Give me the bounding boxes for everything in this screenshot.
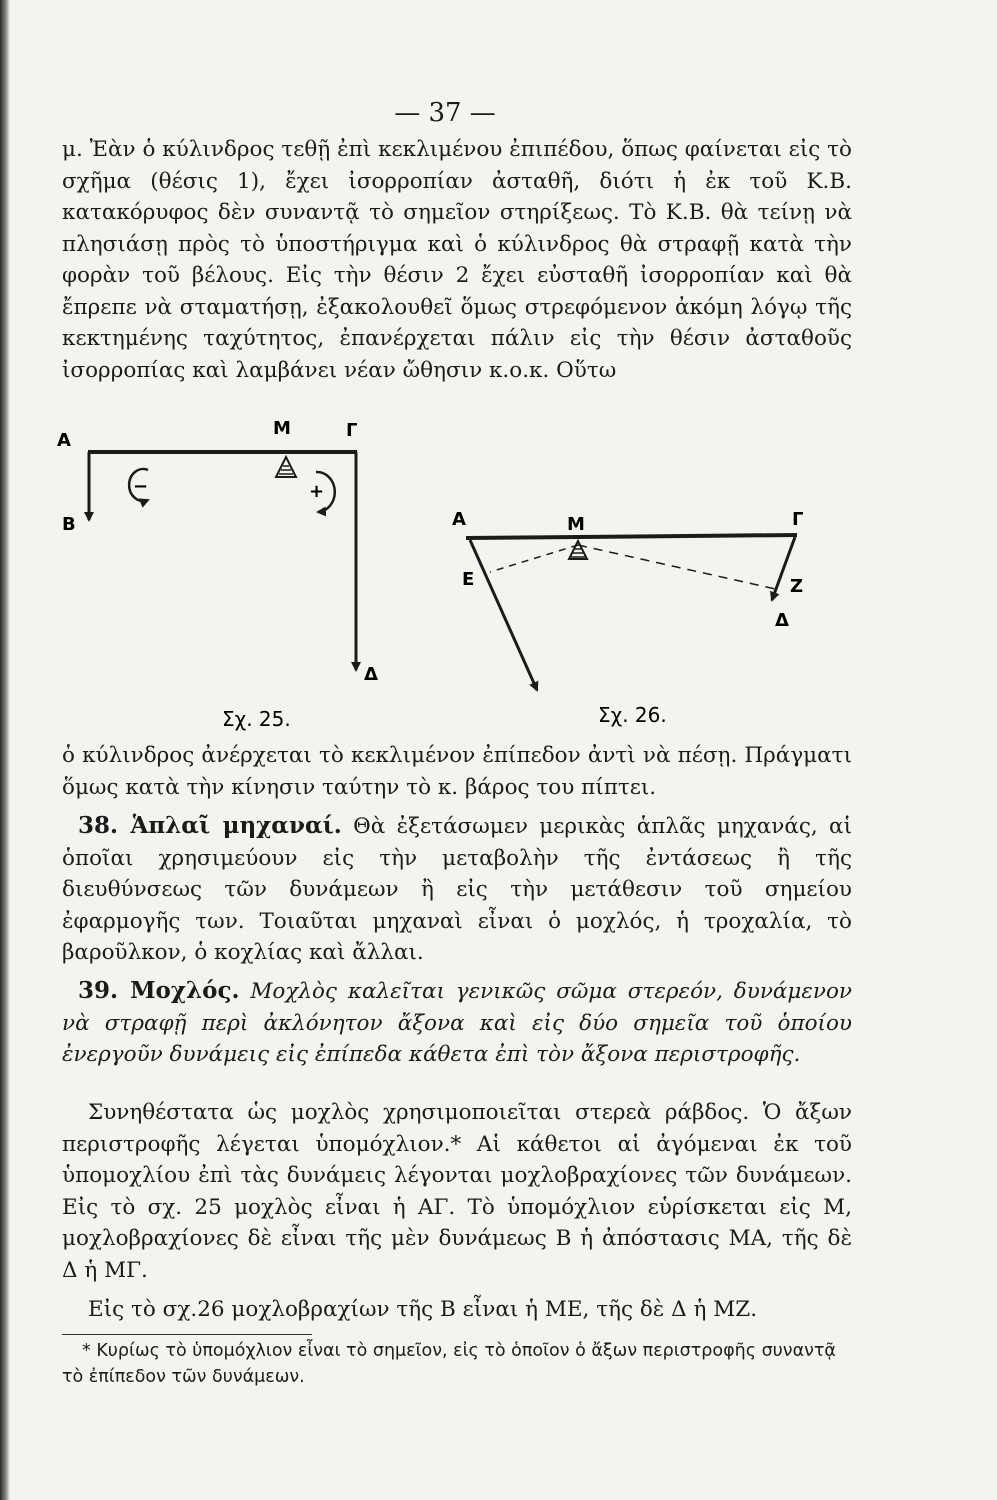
label-z-26: Ζ — [790, 576, 804, 597]
figure-26 — [452, 509, 803, 727]
label-g: Γ — [346, 420, 358, 441]
section-38-paragraph — [62, 810, 852, 969]
figure-26-explanation-text: Εἰς τὸ σχ.26 μοχλοβραχίων τῆς Β εἶναι ἡ ΜΕ, τῆς δὲ Δ ἡ ΜΖ. — [88, 1297, 758, 1322]
section-39-definition: Μοχλὸς καλεῖται γενικῶς σῶμα στερεόν, δυνάμενον νὰ στραφῇ περὶ ἀκλόνητον ἄξονα καὶ εἰς δύο σημεῖα τοῦ ὁποίου ἐνεργοῦν δυνάμεις εἰς ἐπίπεδα κάθετα ἐπὶ τὸν ἄξονα περιστροφῆς. — [62, 979, 852, 1067]
lever-arm-me — [490, 545, 578, 572]
label-d-26: Δ — [775, 610, 789, 631]
middle-paragraph — [62, 740, 852, 803]
page-number: — 37 — — [394, 98, 496, 128]
top-paragraph-text: μ. Ἐὰν ὁ κύλινδρος τεθῇ ἐπὶ κεκλιμένου ἐπιπέδου, ὅπως φαίνεται εἰς τὸ σχῆμα (θέσις 1), ἔχει ἰσορροπίαν ἀσταθῆ, διότι ἡ ἐκ τοῦ Κ.Β. κατακόρυφος δὲν συναντᾷ τὸ σημεῖον στηρίξεως. Τὸ Κ.Β. θὰ τείνῃ νὰ πλησιάσῃ πρὸς τὸ ὑποστήριγμα καὶ ὁ κύλινδρος θὰ στραφῇ κατὰ τὴν φορὰν τοῦ βέλους. Εἰς τὴν θέσιν 2 ἔχει εὐσταθῆ ἰσορροπίαν καὶ θὰ ἔπρεπε νὰ σταματήσῃ, ἐξακολουθεῖ ὅμως στρεφόμενον ἀκόμη λόγῳ τῆς κεκτημένης ταχύτητος, ἐπανέρχεται πάλιν εἰς τὴν θέσιν ἀσταθοῦς ἰσορροπίας καὶ λαμβάνει νέαν ὤθησιν κ.ο.κ. Οὕτω — [62, 137, 852, 383]
label-m: Μ — [273, 418, 291, 439]
label-e-26: Ε — [462, 569, 475, 590]
figure-25 — [57, 418, 378, 731]
fulcrum-m-26 — [569, 541, 587, 559]
section-38 — [62, 810, 852, 969]
figures — [0, 0, 997, 740]
label-a: Α — [57, 430, 71, 451]
footnote: * Κυρίως τὸ ὑπομόχλιον εἶναι τὸ σημεῖον, εἰς τὸ ὁποῖον ὁ ἄξων περιστροφῆς συναντᾷ τὸ ἐπίπεδον τῶν δυνάμεων. — [62, 1341, 836, 1387]
lever-explanation-paragraph — [62, 1097, 852, 1286]
figure-26-explanation-paragraph — [62, 1294, 852, 1326]
label-g-26: Γ — [792, 509, 804, 530]
label-b: Β — [62, 514, 76, 535]
footnote-divider — [62, 1334, 312, 1335]
label-minus: − — [133, 476, 149, 497]
section-38-text: Θὰ ἐξετάσωμεν μερικὰς ἁπλᾶς μηχανάς, αἱ ὁποῖαι χρησιμεύουν εἰς τὴν μεταβολὴν τῆς ἐντάσεως ἢ τῆς διευθύνσεως τῶν δυνάμεων ἢ εἰς τὴν μετάθεσιν τοῦ σημείου ἐφαρμογῆς των. Τοιαῦται μηχαναὶ εἶναι ὁ μοχλός, ἡ τροχαλία, τὸ βαροῦλκον, ὁ κοχλίας καὶ ἄλλαι. — [62, 814, 852, 965]
lever-arm-mz — [578, 545, 780, 590]
label-d: Δ — [364, 664, 378, 685]
fulcrum-m — [276, 457, 296, 477]
section-39-heading: 39. Μοχλός. — [78, 977, 240, 1004]
section-39-paragraph — [62, 975, 852, 1071]
lever-explanation-text: Συνηθέστατα ὡς μοχλὸς χρησιμοποιεῖται στερεὰ ράβδος. Ὁ ἄξων περιστροφῆς λέγεται ὑπομόχλιον.* Αἱ κάθετοι αἱ ἀγόμεναι ἐκ τοῦ ὑπομοχλίου ἐπὶ τὰς δυνάμεις λέγονται μοχλοβραχίονες τῶν δυνάμεων. Εἰς τὸ σχ. 25 μοχλὸς εἶναι ἡ ΑΓ. Τὸ ὑπομόχλιον εὑρίσκεται εἰς Μ, μοχλοβραχίονες δὲ εἶναι τῆς μὲν δυνάμεως Β ἡ ἀπόστασις ΜΑ, τῆς δὲ Δ ἡ ΜΓ. — [62, 1100, 852, 1283]
section-39 — [62, 975, 852, 1071]
label-m-26: Μ — [567, 514, 585, 535]
force-b-arrow-26 — [470, 540, 537, 690]
caption-fig-26: Σχ. 26. — [598, 703, 667, 727]
label-plus: + — [309, 481, 325, 502]
label-a-26: Α — [452, 509, 466, 530]
middle-paragraph-text: ὁ κύλινδρος ἀνέρχεται τὸ κεκλιμένον ἐπίπεδον ἀντὶ νὰ πέσῃ. Πράγματι ὅμως κατὰ τὴν κίνησιν ταύτην τὸ κ. βάρος του πίπτει. — [62, 743, 852, 800]
section-38-heading: 38. Ἁπλαῖ μηχαναί. — [78, 812, 342, 839]
caption-fig-25: Σχ. 25. — [222, 707, 291, 731]
lever-bar-ag-26 — [466, 535, 797, 538]
